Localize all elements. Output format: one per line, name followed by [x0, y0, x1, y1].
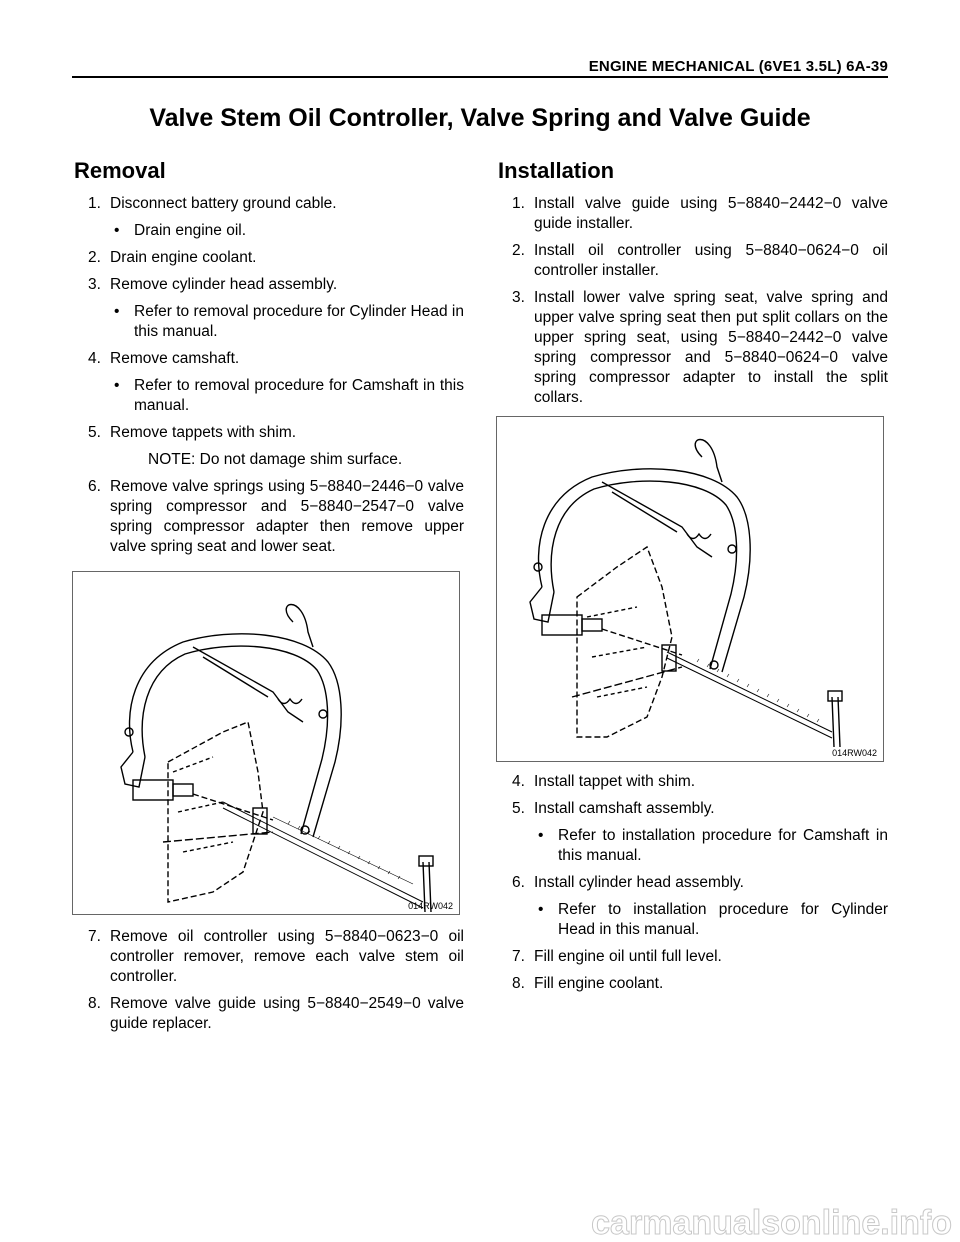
header-text: ENGINE MECHANICAL (6VE1 3.5L) 6A-39	[588, 58, 888, 75]
list-item: 4. Remove camshaft.	[88, 350, 240, 367]
figure-label: 014RW042	[832, 748, 877, 758]
list-item: 7. Remove oil controller using 5−8840−0623−0 oil controller remover, remove each valve stem oil controller.	[88, 928, 464, 985]
removal-heading: Removal	[74, 158, 166, 183]
list-item: 3. Install lower valve spring seat, valve spring and upper valve spring seat then put split collars on the upper spring seat, using 5−8840−2442−0 valve spring compressor and 5−8840−0624−0 valve spring compressor adapter to install the split collars.	[512, 289, 888, 406]
installer-illustration	[497, 417, 883, 761]
figure-label: 014RW042	[408, 901, 453, 911]
installation-column	[498, 158, 888, 1001]
list-item: 4. Install tappet with shim.	[512, 773, 696, 790]
svg-text:carmanualsonline.info: carmanualsonline.info	[591, 1204, 952, 1242]
list-item: 6. Install cylinder head assembly.	[512, 874, 744, 891]
note-text: NOTE: Do not damage shim surface.	[148, 451, 403, 468]
page-header	[72, 58, 888, 78]
list-item: • Refer to installation procedure for Cylinder Head in this manual.	[538, 901, 888, 938]
list-item: • Refer to installation procedure for Camshaft in this manual.	[538, 827, 888, 864]
installation-heading: Installation	[498, 158, 615, 183]
list-item: 1. Install valve guide using 5−8840−2442−0 valve guide installer.	[512, 195, 888, 232]
list-item: 8. Remove valve guide using 5−8840−2549−0 valve guide replacer.	[88, 995, 464, 1032]
list-item: • Refer to removal procedure for Cylinder Head in this manual.	[114, 303, 464, 340]
watermark	[0, 1200, 960, 1242]
valve-spring-compressor-figure	[72, 571, 460, 915]
list-item: 5. Install camshaft assembly.	[512, 800, 715, 817]
list-item: • Drain engine oil.	[114, 222, 247, 239]
page-title: Valve Stem Oil Controller, Valve Spring and Valve Guide	[149, 104, 811, 132]
valve-spring-installer-figure	[496, 416, 884, 762]
list-item: 6. Remove valve springs using 5−8840−2446−0 valve spring compressor and 5−8840−2547−0 valve spring compressor adapter then remove upper valve spring seat and lower seat.	[88, 478, 464, 555]
list-item: • Refer to removal procedure for Camshaft in this manual.	[114, 377, 464, 414]
list-item: 8. Fill engine coolant.	[512, 975, 664, 992]
list-item: 2. Install oil controller using 5−8840−0624−0 oil controller installer.	[512, 242, 888, 279]
list-item: 7. Fill engine oil until full level.	[512, 948, 722, 965]
compressor-illustration	[73, 572, 459, 914]
list-item: 3. Remove cylinder head assembly.	[88, 276, 338, 293]
removal-column	[74, 158, 464, 1041]
list-item: 2. Drain engine coolant.	[88, 249, 257, 266]
list-item: 1. Disconnect battery ground cable.	[88, 195, 337, 212]
list-item: 5. Remove tappets with shim.	[88, 424, 297, 441]
